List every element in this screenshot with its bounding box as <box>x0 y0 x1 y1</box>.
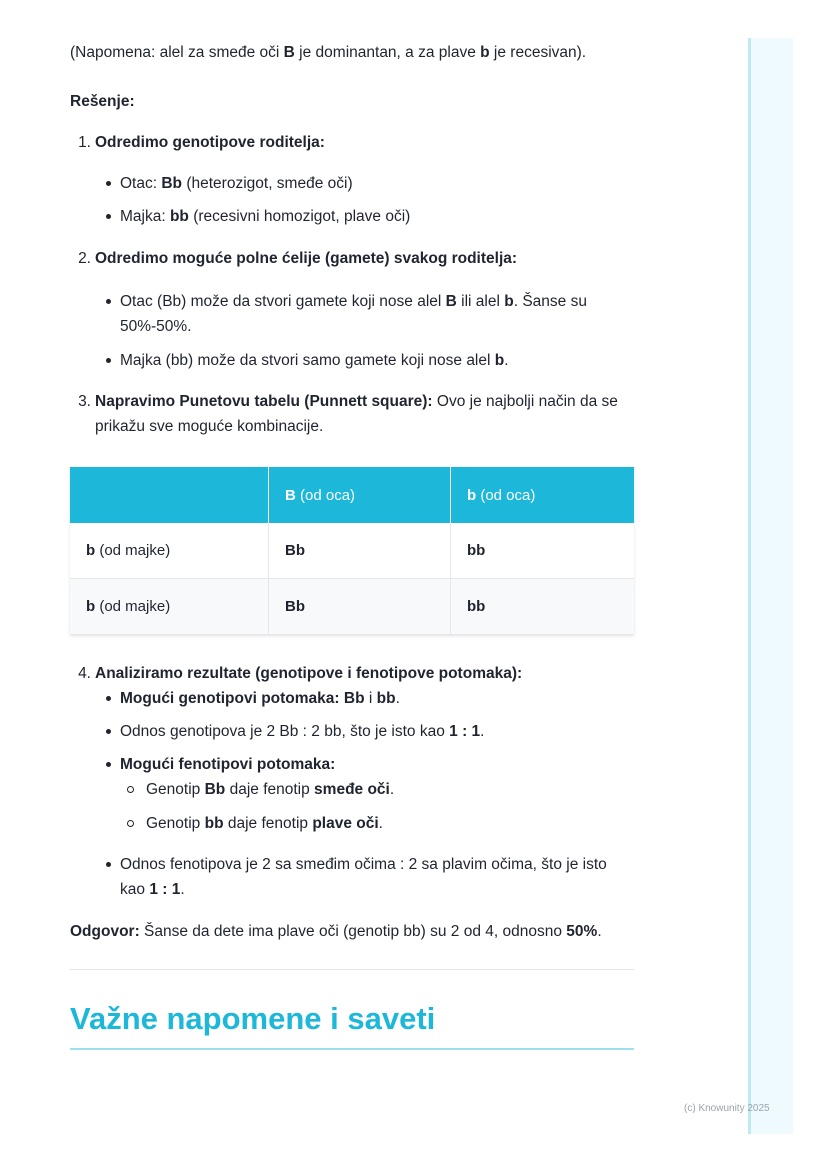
table-header-cell <box>451 467 635 523</box>
sub-list-text: daje fenotip <box>223 815 313 832</box>
step-2 <box>70 246 634 271</box>
step-title: Odredimo moguće polne ćelije (gamete) svakog roditelja: <box>95 250 518 267</box>
section-heading: Važne napomene i saveti <box>70 1001 436 1036</box>
list-item <box>70 719 634 744</box>
solution-heading <box>70 89 634 114</box>
answer-text: Šanse da dete ima plave oči (genotip bb) su 2 od 4, odnosno <box>139 923 567 940</box>
sub-list-text: daje fenotip <box>225 781 315 798</box>
list-item-text: i <box>364 690 377 707</box>
row-label-bold: b <box>86 598 96 615</box>
list-item-text: ili alel <box>456 293 505 310</box>
cell-value: Bb <box>285 542 305 559</box>
list-item-text: Otac (Bb) može da stvori gamete koji nose alel <box>120 293 446 310</box>
sub-list-item <box>120 811 634 836</box>
header-text: (od oca) <box>476 486 536 504</box>
list-item-text: Odnos genotipova je 2 Bb : 2 bb, što je isto kao <box>120 723 450 740</box>
answer <box>70 919 634 944</box>
step-number: 1. <box>78 134 91 151</box>
step-4-bullets <box>70 686 634 902</box>
list-item-text: Otac: <box>120 175 162 192</box>
list-item-bold: b <box>494 352 505 369</box>
sub-list-text: Genotip <box>146 815 205 832</box>
sub-list-text: Genotip <box>146 781 205 798</box>
list-item <box>70 752 634 836</box>
sub-list-bold: Bb <box>204 781 226 798</box>
table-row <box>70 579 634 635</box>
list-item-bold: b <box>504 293 514 310</box>
list-item-text: . <box>480 723 485 740</box>
sub-list-item <box>120 777 634 802</box>
row-label-cell <box>70 523 269 579</box>
table-header-cell <box>269 467 451 523</box>
header-bold: b <box>467 486 477 504</box>
step-number: 4. <box>78 665 91 682</box>
intro-text: je dominantan, a za plave <box>294 44 481 61</box>
sub-list-text: . <box>378 815 383 832</box>
step-text: Ovo je najbolji način da se prikažu sve moguće kombinacije. <box>95 393 618 435</box>
list-item-text: . Šanse su 50%-50%. <box>120 293 587 335</box>
page-margin-panel <box>748 38 793 1134</box>
table-row <box>70 523 634 579</box>
copyright-footer: (c) Knowunity 2025 <box>684 1103 770 1114</box>
step-1-bullets <box>70 171 634 229</box>
list-item-text: . <box>395 690 400 707</box>
list-item <box>70 289 634 339</box>
step-4 <box>70 661 634 686</box>
row-label-bold: b <box>86 542 96 559</box>
cell-value: Bb <box>285 598 305 615</box>
list-item-bold: B <box>445 293 457 310</box>
row-label-cell <box>70 579 269 635</box>
step-number: 3. <box>78 393 91 410</box>
list-item <box>70 348 634 373</box>
phenotype-sublist <box>120 777 634 836</box>
list-item-text: Majka: <box>120 208 170 225</box>
answer-label: Odgovor: <box>70 923 140 940</box>
list-item <box>70 204 634 229</box>
list-item-text: (recesivni homozigot, plave oči) <box>188 208 411 225</box>
table-cell <box>451 579 635 635</box>
punnett-table <box>70 467 634 635</box>
sub-list-text: . <box>389 781 395 798</box>
step-3 <box>70 389 634 439</box>
sub-list-bold: smeđe oči <box>314 781 390 798</box>
step-title: Analiziramo rezultate (genotipove i fenotipove potomaka): <box>95 665 523 682</box>
list-item-bold: Bb <box>161 175 183 192</box>
sub-list-bold: bb <box>204 815 224 832</box>
document-content <box>70 40 634 1050</box>
table-cell <box>269 579 451 635</box>
step-number: 2. <box>78 250 91 267</box>
list-item <box>70 852 634 902</box>
list-item-bold: bb <box>376 690 396 707</box>
list-item <box>70 686 634 711</box>
intro-text: (Napomena: alel za smeđe oči <box>70 44 284 61</box>
table-cell <box>269 523 451 579</box>
list-item-text: (heterozigot, smeđe oči) <box>182 175 353 192</box>
step-title: Odredimo genotipove roditelja: <box>95 134 325 151</box>
list-item-bold: 1 : 1 <box>149 881 181 898</box>
step-2-bullets <box>70 289 634 373</box>
list-item-bold: Mogući genotipovi potomaka: Bb <box>120 690 365 707</box>
solution-heading-label: Rešenje: <box>70 93 135 110</box>
list-item-bold: Mogući fenotipovi potomaka: <box>120 756 336 773</box>
cell-value: bb <box>467 598 486 615</box>
list-item-text: . <box>504 352 509 369</box>
intro-allele-dominant: B <box>283 44 295 61</box>
intro-text: je recesivan). <box>489 44 587 61</box>
intro-note <box>70 40 634 65</box>
step-1 <box>70 130 634 155</box>
table-header-cell <box>70 467 269 523</box>
table-header-row <box>70 467 634 523</box>
list-item-bold: 1 : 1 <box>449 723 481 740</box>
header-bold: B <box>285 486 296 504</box>
step-title: Napravimo Punetovu tabelu (Punnett square): <box>95 393 433 410</box>
cell-value: bb <box>467 542 486 559</box>
list-item <box>70 171 634 196</box>
list-item-text: . <box>180 881 185 898</box>
answer-text: . <box>597 923 602 940</box>
intro-allele-recessive: b <box>480 44 490 61</box>
list-item-text: Odnos fenotipova je 2 sa smeđim očima : 2 sa plavim očima, što je isto kao <box>120 856 607 898</box>
row-label-text: (od majke) <box>95 542 171 559</box>
row-label-text: (od majke) <box>95 598 171 615</box>
heading-underline <box>70 1048 634 1050</box>
list-item-text: Majka (bb) može da stvori samo gamete koji nose alel <box>120 352 495 369</box>
list-item-bold: bb <box>169 208 189 225</box>
sub-list-bold: plave oči <box>312 815 379 832</box>
answer-value: 50% <box>566 923 598 940</box>
section-divider <box>70 969 634 970</box>
table-cell <box>451 523 635 579</box>
header-text: (od oca) <box>295 486 356 504</box>
